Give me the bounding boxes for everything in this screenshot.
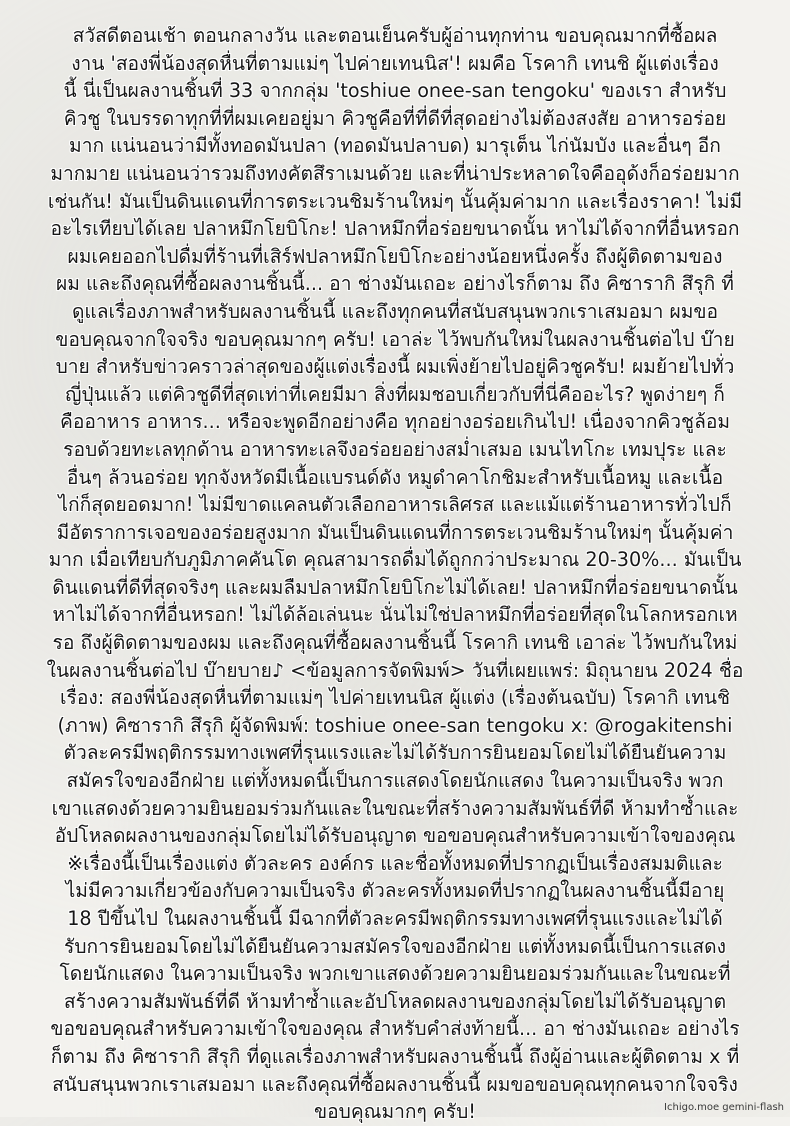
text-line: ดูแลเรื่องภาพสำหรับผลงานชิ้นนี้ และถึงทุกคนที่สนับสนุนพวกเราเสมอมา ผมขอ — [71, 299, 719, 323]
text-line: ขอบคุณจากใจจริง ขอบคุณมากๆ ครับ! เอาล่ะ ไว้พบกันใหม่ในผลงานชิ้นต่อไป บ๊าย — [55, 327, 735, 351]
text-line: ※เรื่องนี้เป็นเรื่องแต่ง ตัวละคร องค์กร และชื่อทั้งหมดที่ปรากฏเป็นเรื่องสมมติและ — [67, 851, 723, 875]
text-line: บาย สำหรับข่าวคราวล่าสุดของผู้แต่งเรื่องนี้ ผมเพิ่งย้ายไปอยู่คิวชูครับ! ผมย้ายไปทั่ว — [55, 355, 735, 379]
text-line: สวัสดีตอนเช้า ตอนกลางวัน และตอนเย็นครับผู้อ่านทุกท่าน ขอบคุณมากที่ซื้อผล — [72, 24, 718, 47]
text-line: ไก่ก็สุดยอดมาก! ไม่มีขาดแคลนตัวเลือกอาหารเลิศรส และแม้แต่ร้านอาหารทั่วไปก็ — [58, 493, 732, 517]
text-line: หาไม่ได้จากที่อื่นหรอก! ไม่ได้ล้อเล่นนะ นั่นไม่ใช่ปลาหมึกที่อร่อยที่สุดในโลกหรอกเห — [52, 603, 738, 627]
text-line: ตัวละครมีพฤติกรรมทางเพศที่รุนแรงและไม่ได้รับการยินยอมโดยไม่ได้ยืนยันความ — [63, 741, 727, 765]
text-line: ในผลงานชิ้นต่อไป บ๊ายบาย♪ <ข้อมูลการจัดพิมพ์> วันที่เผยแพร่: มิถุนายน 2024 ชื่อ — [46, 658, 744, 682]
text-line: มาก แน่นอนว่ามีทั้งทอดมันปลา (ทอดมันปลาบด) มารุเต็น ไก่นัมบัง และอื่นๆ อีก — [69, 134, 721, 158]
text-line: รอ ถึงผู้ติดตามของผม และถึงคุณที่ซื้อผลงานชิ้นนี้ โรคากิ เทนชิ เอาล่ะ ไว้พบกันใหม่ — [52, 631, 738, 655]
text-line: อัปโหลดผลงานของกลุ่มโดยไม่ได้รับอนุญาต ขอขอบคุณสำหรับความเข้าใจของคุณ — [54, 824, 736, 848]
text-line: มาก เมื่อเทียบกับภูมิภาคคันโต คุณสามารถดื่มได้ถูกกว่าประมาณ 20-30%... มันเป็น — [48, 548, 742, 572]
text-line: สมัครใจของอีกฝ่าย แต่ทั้งหมดนี้เป็นการแสดงโดยนักแสดง ในความเป็นจริง พวก — [66, 769, 724, 793]
text-line: รอบด้วยทะเลทุกด้าน อาหารทะเลจึงอร่อยอย่างสม่ำเสมอ เมนไทโกะ เทมปุระ และ — [63, 437, 727, 461]
text-line: ญี่ปุ่นแล้ว แต่คิวชูดีที่สุดเท่าที่เคยมีมา สิ่งที่ผมชอบเกี่ยวกับที่นี่คืออะไร? พูดง่ายๆ ก็ — [65, 382, 725, 406]
text-line: นี้ นี่เป็นผลงานชิ้นที่ 33 จากกลุ่ม 'toshiue onee-san tengoku' ของเรา สำหรับ — [63, 79, 727, 103]
text-line: โดยนักแสดง ในความเป็นจริง พวกเขาแสดงด้วยความยินยอมร่วมกันและในขณะที่ — [59, 962, 731, 986]
text-line: ขอขอบคุณสำหรับความเข้าใจของคุณ สำหรับคำส่งท้ายนี้... อา ช่างมันเถอะ อย่างไร — [50, 1017, 740, 1041]
text-line: มีอัตราการเจอของอร่อยสูงมาก มันเป็นดินแดนที่การตระเวนชิมร้านใหม่ๆ นั้นคุ้มค่า — [56, 520, 734, 544]
text-line: เรื่อง: สองพี่น้องสุดหื่นที่ตามแม่ๆ ไปค่ายเทนนิส ผู้แต่ง (เรื่องต้นฉบับ) โรคากิ เทนชิ — [59, 686, 731, 710]
text-line: งาน 'สองพี่น้องสุดหื่นที่ตามแม่ๆ ไปค่ายเทนนิส'! ผมคือ โรคากิ เทนชิ ผู้แต่งเรื่อง — [71, 51, 719, 75]
text-line: ผม และถึงคุณที่ซื้อผลงานชิ้นนี้... อา ช่างมันเถอะ อย่างไรก็ตาม ถึง คิซารากิ สึรุกิ ที่ — [56, 272, 734, 296]
text-line: เช่นกัน! มันเป็นดินแดนที่การตระเวนชิมร้านใหม่ๆ นั้นคุ้มค่ามาก และเรื่องราคา! ไม่มี — [47, 189, 743, 213]
text-line: มากมาย แน่นอนว่ารวมถึงทงคัตสึราเมนด้วย และที่น่าประหลาดใจคืออุด้งก็อร่อยมาก — [50, 161, 740, 185]
text-line: (ภาพ) คิซารากิ สึรุกิ ผู้จัดพิมพ์: toshiue onee-san tengoku x: @rogakitenshi — [57, 713, 733, 737]
text-line: รับการยินยอมโดยไม่ได้ยืนยันความสมัครใจของอีกฝ่าย แต่ทั้งหมดนี้เป็นการแสดง — [64, 934, 726, 958]
text-line: คืออาหาร อาหาร... หรือจะพูดอีกอย่างคือ ทุกอย่างอร่อยเกินไป! เนื่องจากคิวชูล้อม — [60, 410, 730, 434]
text-line: อะไรเทียบได้เลย ปลาหมึกโยบิโกะ! ปลาหมึกที่อร่อยขนาดนั้น หาไม่ได้จากที่อื่นหรอก — [50, 217, 740, 241]
text-line: 18 ปีขึ้นไป ในผลงานชิ้นนี้ มีฉากที่ตัวละครมีพฤติกรรมทางเพศที่รุนแรงและไม่ได้ — [67, 907, 723, 930]
text-line: ผมเคยออกไปดื่มที่ร้านที่เสิร์ฟปลาหมึกโยบิโกะอย่างน้อยหนึ่งครั้ง ถึงผู้ติดตามของ — [67, 244, 723, 268]
text-line: เขาแสดงด้วยความยินยอมร่วมกันและในขณะที่สร้างความสัมพันธ์ที่ดี ห้ามทำซ้ำและ — [51, 796, 739, 820]
watermark-label: Ichigo.moe gemini-flash — [664, 1102, 784, 1113]
text-line: ดินแดนที่ดีที่สุดจริงๆ และผมลืมปลาหมึกโยบิโกะไม่ได้เลย! ปลาหมึกที่อร่อยขนาดนั้น — [52, 575, 738, 599]
text-line: สนับสนุนพวกเราเสมอมา และถึงคุณที่ซื้อผลงานชิ้นนี้ ผมขอขอบคุณทุกคนจากใจจริง — [52, 1072, 738, 1096]
text-line: อื่นๆ ล้วนอร่อย ทุกจังหวัดมีเนื้อแบรนด์ดัง หมูดำคาโกชิมะสำหรับเนื้อหมู และเนื้อ — [66, 465, 724, 489]
afterword-text — [12, 22, 778, 1126]
text-line: ก็ตาม ถึง คิซารากิ สึรุกิ ที่ดูแลเรื่องภาพสำหรับผลงานชิ้นนี้ ถึงผู้อ่านและผู้ติดตาม x ที่ — [50, 1044, 740, 1068]
text-line: ขอบคุณมากๆ ครับ! — [314, 1100, 476, 1124]
text-line: สร้างความสัมพันธ์ที่ดี ห้ามทำซ้ำและอัปโหลดผลงานของกลุ่มโดยไม่ได้รับอนุญาต — [63, 989, 727, 1013]
text-line: คิวชู ในบรรดาทุกที่ที่ผมเคยอยู่มา คิวชูคือที่ที่ดีที่สุดอย่างไม่ต้องสงสัย อาหารอร่อย — [63, 106, 727, 130]
text-line: ไม่มีความเกี่ยวข้องกับความเป็นจริง ตัวละครทั้งหมดที่ปรากฏในผลงานชิ้นนี้มีอายุ — [65, 879, 725, 903]
